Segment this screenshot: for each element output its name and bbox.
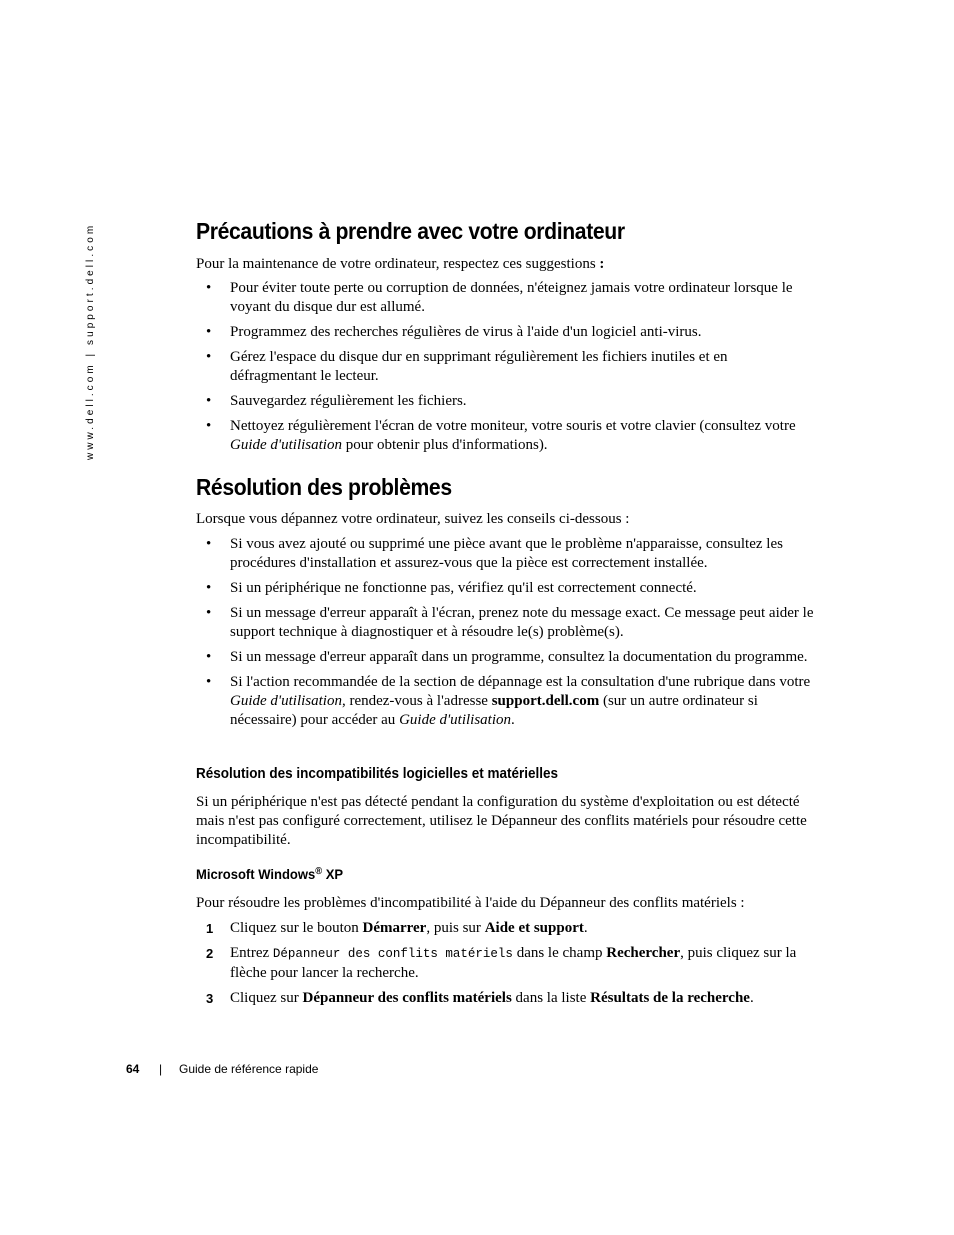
list-item: • Si vous avez ajouté ou supprimé une pièce avant que le problème n'apparaisse, consultez les procédures d'installation et assurez-vous que la pièce est correctement installée. — [206, 536, 783, 571]
page-number: 64 — [126, 1062, 140, 1076]
winxp-intro: Pour résoudre les problèmes d'incompatibilité à l'aide du Dépanneur des conflits matériels : — [196, 895, 745, 911]
section2-intro: Lorsque vous dépannez votre ordinateur, suivez les conseils ci-dessous : — [196, 511, 630, 527]
step-item: 2 Entrez Dépanneur des conflits matériels dans le champ Rechercher, puis cliquez sur la flèche pour lancer la recherche. — [206, 945, 797, 981]
list-item: • Si l'action recommandée de la section de dépannage est la consultation d'une rubrique dans votre Guide d'utilisation, rendez-vous à l'adresse support.dell.com (sur un autre ordinateur si nécessaire) pour accéder au Guide d'utilisation. — [206, 674, 811, 728]
step-item: 3 Cliquez sur Dépanneur des conflits matériels dans la liste Résultats de la recherche. — [206, 990, 754, 1006]
section1-intro: Pour la maintenance de votre ordinateur, respectez ces suggestions : — [196, 256, 605, 272]
troubleshooting-list — [196, 535, 816, 736]
list-item: • Gérez l'espace du disque dur en supprimant régulièrement les fichiers inutiles et en défragmentant le lecteur. — [206, 349, 728, 384]
steps-list — [196, 919, 816, 1014]
winxp-title: Microsoft Windows® XP — [196, 866, 344, 882]
subsection-title: Résolution des incompatibilités logicielles et matérielles — [196, 766, 558, 782]
side-url: www.dell.com | support.dell.com — [85, 222, 96, 460]
list-item: • Pour éviter toute perte ou corruption de données, n'éteignez jamais votre ordinateur lorsque le voyant du disque dur est allumé. — [206, 280, 793, 315]
list-item: • Sauvegardez régulièrement les fichiers. — [206, 393, 467, 409]
footer-title: Guide de référence rapide — [179, 1062, 319, 1076]
step-item: 1 Cliquez sur le bouton Démarrer, puis sur Aide et support. — [206, 920, 588, 936]
list-item: • Programmez des recherches régulières de virus à l'aide d'un logiciel anti-virus. — [206, 324, 702, 340]
support-link[interactable]: support.dell.com — [491, 693, 600, 709]
list-item: • Si un périphérique ne fonctionne pas, vérifiez qu'il est correctement connecté. — [206, 580, 697, 596]
precautions-list — [196, 279, 816, 461]
footer-separator: | — [159, 1062, 163, 1076]
list-item: • Nettoyez régulièrement l'écran de votre moniteur, votre souris et votre clavier (consultez votre Guide d'utilisation pour obtenir plus d'informations). — [206, 418, 796, 453]
list-item: • Si un message d'erreur apparaît dans un programme, consultez la documentation du programme. — [206, 649, 808, 665]
section-title-troubleshooting: Résolution des problèmes — [196, 474, 452, 500]
subsection-text: Si un périphérique n'est pas détecté pendant la configuration du système d'exploitation ou est détecté mais n'est pas configuré correctement, utilisez le Dépanneur des conflits matériels pour résoudre cette incompatibilité. — [196, 794, 807, 848]
page-footer — [126, 1062, 319, 1076]
list-item: • Si un message d'erreur apparaît à l'écran, prenez note du message exact. Ce message peut aider le support technique à diagnostiquer et à résoudre le(s) problème(s). — [206, 605, 814, 640]
section-title-precautions: Précautions à prendre avec votre ordinateur — [196, 218, 625, 244]
